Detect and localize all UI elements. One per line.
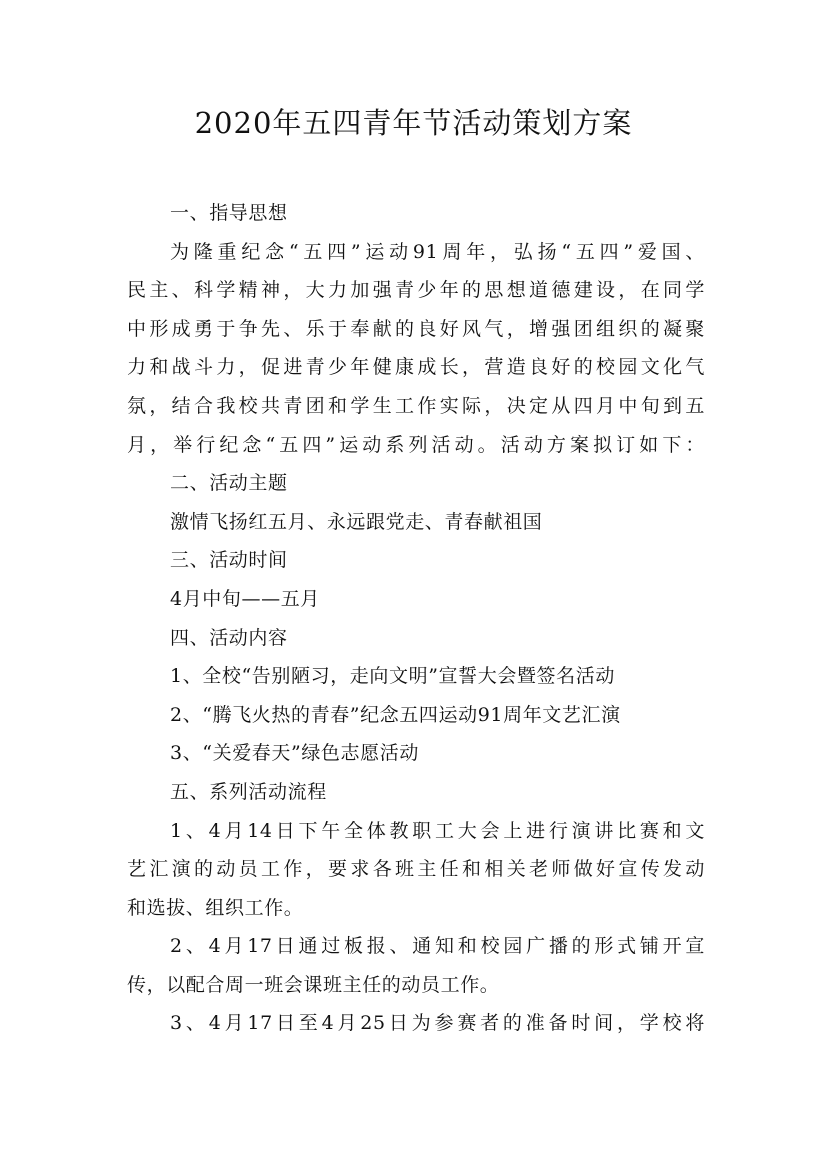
body-line: 月，举行纪念“五四”运动系列活动。活动方案拟订如下：: [127, 433, 705, 456]
body-line: 为隆重纪念“五四”运动91周年，弘扬“五四”爱国、: [170, 240, 705, 263]
body-line: 二、活动主题: [170, 472, 288, 495]
body-line: 艺汇演的动员工作，要求各班主任和相关老师做好宣传发动: [127, 858, 705, 881]
body-line: 中形成勇于争先、乐于奉献的良好风气，增强团组织的凝聚: [127, 317, 705, 340]
document-title: 2020年五四青年节活动策划方案: [194, 106, 633, 140]
body-line: 3、4月17日至4月25日为参赛者的准备时间，学校将: [170, 1012, 705, 1035]
document-body: [127, 194, 705, 1043]
body-line: 三、活动时间: [170, 549, 288, 572]
body-line: 四、活动内容: [170, 626, 288, 649]
body-line: 氛，结合我校共青团和学生工作实际，决定从四月中旬到五: [127, 394, 705, 417]
body-line: 五、系列活动流程: [170, 780, 327, 803]
body-line: 民主、科学精神，大力加强青少年的思想道德建设，在同学: [127, 279, 705, 302]
body-line: 和选拔、组织工作。: [127, 896, 304, 919]
body-line: 3、“关爱春天”绿色志愿活动: [170, 742, 419, 765]
body-line: 力和战斗力，促进青少年健康成长，营造良好的校园文化气: [127, 356, 705, 379]
body-line: 激情飞扬红五月、永远跟党走、青春献祖国: [170, 510, 543, 533]
body-line: 一、指导思想: [170, 202, 288, 224]
body-line: 1、4月14日下午全体教职工大会上进行演讲比赛和文: [170, 819, 705, 842]
body-line: 4月中旬——五月: [170, 587, 320, 610]
body-line: 2、4月17日通过板报、通知和校园广播的形式铺开宣: [170, 935, 705, 958]
body-line: 2、“腾飞火热的青春”纪念五四运动91周年文艺汇演: [170, 703, 621, 726]
body-line: 1、全校“告别陋习，走向文明”宣誓大会暨签名活动: [170, 665, 615, 688]
body-line: 传，以配合周一班会课班主任的动员工作。: [127, 973, 500, 996]
